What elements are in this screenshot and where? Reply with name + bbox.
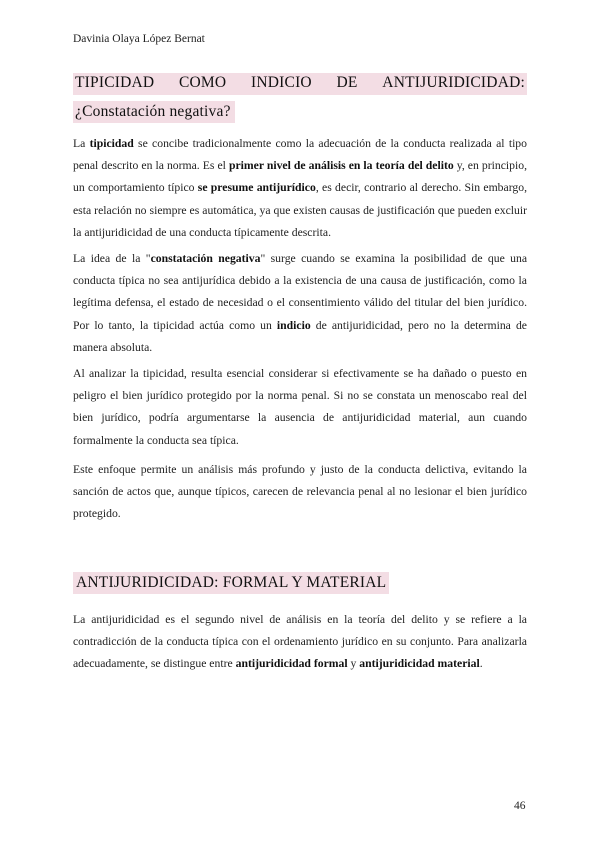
section-heading-tipicidad — [73, 73, 527, 123]
heading-word: DE — [336, 74, 358, 91]
heading-line-2: ¿Constatación negativa? — [73, 101, 235, 123]
heading-word: TIPICIDAD — [75, 74, 155, 91]
bold-term: primer nivel de análisis en la teoría del delito — [228, 159, 454, 173]
section-heading-antijuridicidad: ANTIJURIDICIDAD: FORMAL Y MATERIAL — [73, 572, 389, 594]
paragraph-bien-juridico: Al analizar la tipicidad, resulta esencial considerar si efectivamente se ha dañado o puesto en peligro el bien jurídico protegido por la norma penal. Si no se constata un menoscabo real del bien jurídico, podría argumentarse la ausencia de antijuridicidad material, aun cuando formalmente la conducta sea típica. — [73, 367, 527, 447]
heading-word: COMO — [179, 74, 227, 91]
paragraph-constatacion-negativa: La idea de la "constatación negativa" surge cuando se examina la posibilidad de que una conducta típica no sea antijurídica debido a la existencia de una causa de justificación, como la legítima defensa, el estado de necesidad o el consentimiento válido del titular del bien jurídico. Por lo tanto, la tipicidad actúa como un indicio de antijuridicidad, pero no la determina de manera absoluta. — [73, 252, 528, 354]
bold-term: antijuridicidad material — [359, 657, 480, 671]
paragraph-enfoque: Este enfoque permite un análisis más profundo y justo de la conducta delictiva, evitando la sanción de actos que, aunque típicos, carecen de relevancia penal al no lesionar el bien jurídico protegido. — [73, 463, 527, 521]
bold-term: tipicidad — [89, 137, 134, 150]
paragraph-tipicidad: La tipicidad se concibe tradicionalmente como la adecuación de la conducta realizada al tipo penal descrito en la norma. Es el primer nivel de análisis en la teoría del delito y, en principio, un comportamiento típico se presume antijurídico, es decir, contrario al derecho. Sin embargo, esta relación no siempre es automática, ya que existen causas de justificación que pueden excluir la antijuridicidad de una conducta típicamente descrita. — [73, 137, 528, 239]
running-header: Davinia Olaya López Bernat — [73, 33, 205, 45]
heading-word: INDICIO — [251, 74, 312, 91]
heading-line-1 — [73, 73, 527, 95]
paragraph-antijuridicidad: La antijuridicidad es el segundo nivel de análisis en la teoría del delito y se refiere a la contradicción de la conducta típica con el ordenamiento jurídico en su conjunto. Para analizarla adecuadamente, se distingue entre antijuridicidad formal y antijuridicidad material. — [73, 613, 527, 671]
heading-word: ANTIJURIDICIDAD: — [382, 74, 525, 91]
bold-term: se presume antijurídico — [197, 181, 316, 195]
bold-term: antijuridicidad formal — [235, 657, 348, 671]
bold-term: constatación negativa — [150, 252, 261, 265]
page-number: 46 — [514, 800, 526, 812]
bold-term: indicio — [276, 318, 311, 332]
